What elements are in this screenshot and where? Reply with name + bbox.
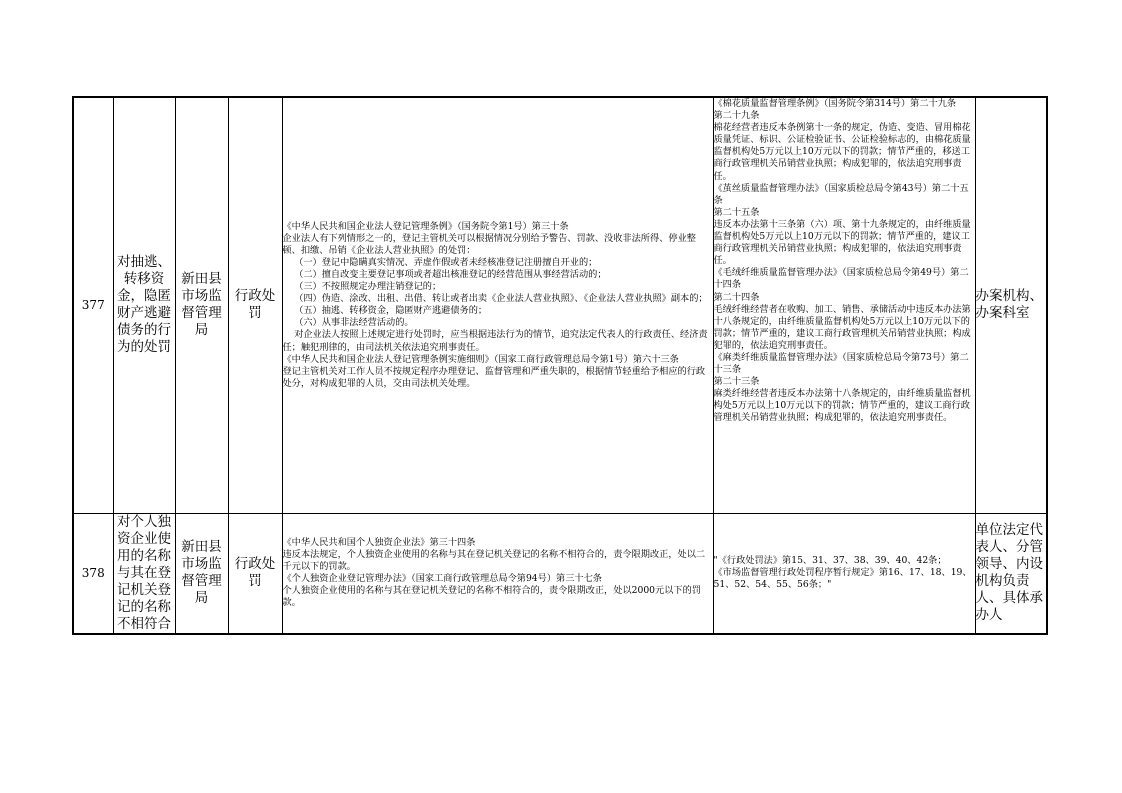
item-name: 对个人独资企业使用的名称与其在登记机关登记的名称不相符合 bbox=[113, 513, 175, 634]
row-number: 377 bbox=[73, 97, 113, 513]
row-number: 378 bbox=[73, 513, 113, 634]
agency-name: 新田县市场监督管理局 bbox=[175, 513, 228, 634]
legal-basis: 《中华人民共和国企业法人登记管理条例》（国务院令第1号）第三十条 企业法人有下列情形之一的，登记主管机关可以根据情况分别给予警告、罚款、没收非法所得、停业整顿、扣缴、吊销《企业法人营业执照》的处罚： （一）登记中隐瞒真实情况、弄虚作假或者未经核准登记注册擅自开业的； （二）擅自改变主要登记事项或者超出核准登记的经营范围从事经营活动的； （三）不按照规定办理注销登记的； （四）伪造、涂改、出租、出借、转让或者出卖《企业法人营业执照》、《企业法人营业执照》副本的； （五）抽逃、转移资金，隐匿财产逃避债务的； （六）从事非法经营活动的。 对企业法人按照上述规定进行处罚时，应当根据违法行为的情节，追究法定代表人的行政责任、经济责任；触犯刑律的，由司法机关依法追究刑事责任。 《中华人民共和国企业法人登记管理条例实施细则》（国家工商行政管理总局令第1号）第六十三条 登记主管机关对工作人员不按规定程序办理登记、监督管理和严重失职的，根据情节轻重给予相应的行政处分，对构成犯罪的人员，交由司法机关处理。 bbox=[282, 97, 713, 513]
law-enforcement-table bbox=[72, 96, 1048, 635]
table-row bbox=[73, 97, 1047, 513]
item-category: 行政处罚 bbox=[228, 513, 282, 634]
legal-basis: 《中华人民共和国个人独资企业法》第三十四条 违反本法规定，个人独资企业使用的名称与其在登记机关登记的名称不相符合的，责令限期改正，处以二千元以下的罚款。 《个人独资企业登记管理办法》（国家工商行政管理总局令第94号）第三十七条 个人独资企业使用的名称与其在登记机关登记的名称不相符合的，责令限期改正，处以2000元以下的罚款。 bbox=[282, 513, 713, 634]
responsible-party: 单位法定代表人、分管领导、内设机构负责人、具体承办人 bbox=[975, 513, 1047, 634]
item-name: 对抽逃、转移资金，隐匿财产逃避债务的行为的处罚 bbox=[113, 97, 175, 513]
item-category: 行政处罚 bbox=[228, 97, 282, 513]
table-row bbox=[73, 513, 1047, 634]
related-provisions: "《行政处罚法》第15、31、37、38、39、40、42条； 《市场监督管理行政处罚程序暂行规定》第16、17、18、19、51、52、54、55、56条；" bbox=[713, 513, 975, 634]
related-provisions: 《棉花质量监督管理条例》（国务院令第314号）第二十九条 第二十九条 棉花经营者违反本条例第十一条的规定，伪造、变造、冒用棉花质量凭证、标识、公证检验证书、公证检验标志的，由棉花质量监督机构处5万元以上10万元以下的罚款；情节严重的，移送工商行政管理机关吊销营业执照；构成犯罪的，依法追究刑事责任。 《茧丝质量监督管理办法》（国家质检总局令第43号）第二十五条 第二十五条 违反本办法第十三条第（六）项、第十九条规定的，由纤维质量监督机构处5万元以上10万元以下的罚款；情节严重的，建议工商行政管理机关吊销营业执照；构成犯罪的，依法追究刑事责任。 《毛绒纤维质量监督管理办法》（国家质检总局令第49号）第二十四条 第二十四条 毛绒纤维经营者在收购、加工、销售、承储活动中违反本办法第十八条规定的，由纤维质量监督机构处5万元以上10万元以下的罚款；情节严重的，建议工商行政管理机关吊销营业执照；构成犯罪的，依法追究刑事责任。 《麻类纤维质量监督管理办法》（国家质检总局令第73号）第二十三条 第二十三条 麻类纤维经营者违反本办法第十八条规定的，由纤维质量监督机构处5万元以上10万元以下的罚款；情节严重的，建议工商行政管理机关吊销营业执照；构成犯罪的，依法追究刑事责任。 bbox=[713, 97, 975, 513]
responsible-party: 办案机构、办案科室 bbox=[975, 97, 1047, 513]
agency-name: 新田县市场监督管理局 bbox=[175, 97, 228, 513]
